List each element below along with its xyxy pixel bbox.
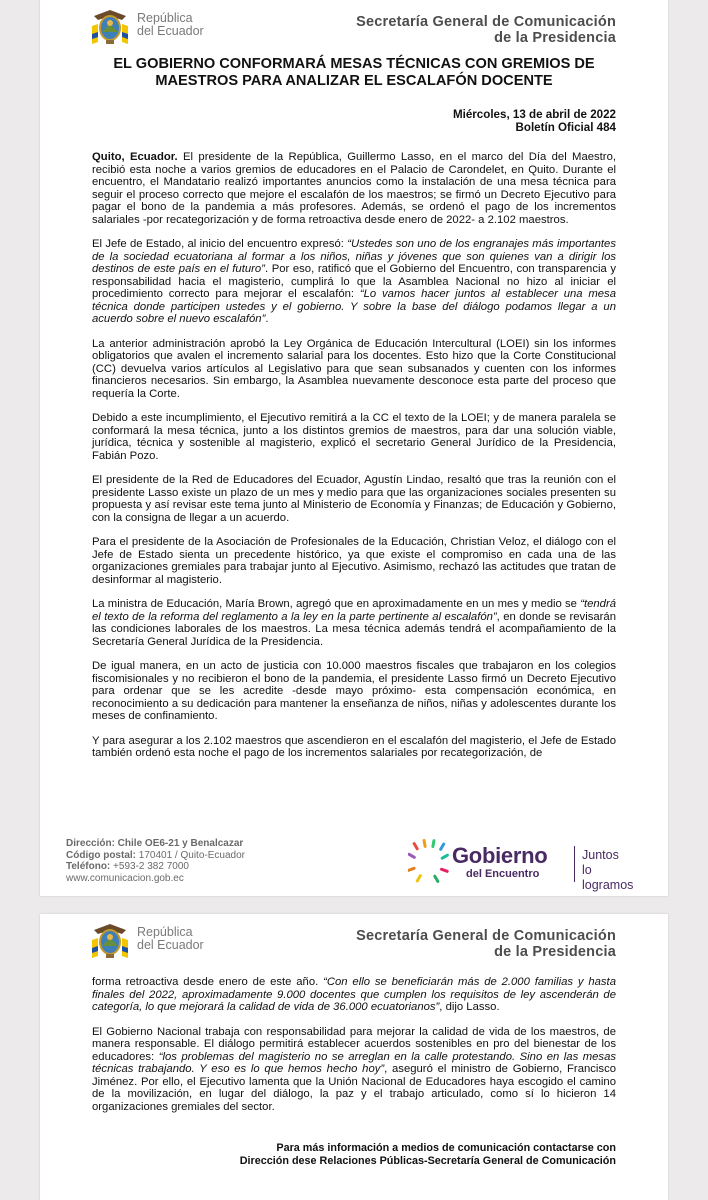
footer-postal	[66, 850, 245, 862]
footer-phone	[66, 861, 245, 873]
coat-of-arms-icon	[88, 918, 132, 962]
bulletin-number: Boletín Oficial 484	[515, 121, 616, 134]
bulletin-date: Miércoles, 13 de abril de 2022	[452, 108, 616, 121]
seal-label-line2: del Ecuador	[137, 24, 204, 38]
footer-address	[66, 838, 245, 850]
article-body-page1	[92, 151, 616, 772]
logo-slogan	[582, 848, 638, 893]
address-label: Dirección:	[66, 838, 115, 849]
footer-website: www.comunicacion.gob.ec	[66, 873, 184, 885]
phone-label: Teléfono:	[66, 861, 111, 873]
secretaria-title	[356, 928, 616, 960]
phone-value: +593-2 382 7000	[110, 861, 189, 873]
gobierno-logo	[408, 836, 638, 892]
title-line2: MAESTROS PARA ANALIZAR EL ESCALAFÓN DOCENTE	[155, 73, 553, 89]
paragraph-text: , aseguró el ministro de Gobierno, Francisco Jiménez. Por ello, el Ejecutivo lamenta que la Unión Nacional de Educadores haya escogido el camino de la movilización, en lugar del diálogo, la paz y el trabajo articulado, como sí lo hicieron 14 organizaciones gremiales del sector.	[92, 1063, 617, 1113]
paragraph-text: .	[265, 313, 269, 325]
gobierno-encuentro-icon	[408, 838, 450, 886]
address-value: Chile OE6-21 y Benalcazar	[114, 838, 244, 849]
paragraph-text: El Jefe de Estado, al inicio del encuentro expresó:	[92, 238, 348, 250]
paragraph: Debido a este incumplimiento, el Ejecutivo remitirá a la CC el texto de la LOEI; y de manera paralela se conformará la mesa técnica, junto a los distintos gremios de maestros, para dar una solución viable, jurídica, técnica y sostenible al magisterio, explicó el secretario General Jurídico de la Presidencia, Fabián Pozo.	[92, 412, 616, 462]
press-contact	[240, 1142, 616, 1168]
paragraph	[92, 976, 616, 1014]
paragraph-text: La ministra de Educación, María Brown, agregó que en aproximadamente en un mes y medio se	[92, 598, 581, 610]
paragraph-text: El presidente de la República, Guillermo Lasso, en el marco del Día del Maestro, recibió esta noche a varios gremios de educadores en el Palacio de Carondelet, en Quito. Durante el encuentro, el Mandatario realizó importantes anuncios como la instalación de una mesa técnica para seguir el proceso correcto que mejore el escalafón de los maestros; se firmó un Decreto Ejecutivo para pagar el bono de la pandemia a más profesores. Además, se ordenó el pago de los incrementos salariales -por recategorización y de forma retroactiva desde enero de 2022- a 2.102 maestros.	[92, 151, 616, 226]
coat-of-arms-icon	[88, 4, 132, 48]
postal-label: Código postal:	[66, 849, 136, 861]
slogan-line2: lo logramos	[582, 863, 634, 892]
paragraph	[92, 1026, 616, 1114]
slogan-line1: Juntos	[582, 848, 619, 862]
paragraph	[92, 151, 616, 226]
press-contact-line2: Dirección dese Relaciones Públicas-Secretaría General de Comunicación	[239, 1155, 616, 1167]
secretaria-line2: de la Presidencia	[494, 944, 616, 960]
seal-label-line2: del Ecuador	[137, 938, 204, 952]
footer-contact	[66, 838, 245, 885]
bulletin-title	[80, 56, 628, 90]
paragraph-text: El Gobierno Nacional trabaja con responsabilidad para mejorar la calidad de vida de los maestros, de manera responsable. El diálogo permitirá establecer acuerdos sostenibles en pro del bienestar de los educadores:	[92, 1025, 616, 1063]
paragraph: La anterior administración aprobó la Ley Orgánica de Educación Intercultural (LOEI) sin los informes obligatorios que avalen el incremento salarial para los docentes. Esto hizo que la Corte Constitucional (CC) devuelva varios artículos al Legislativo para que sean subsanados y cuenten con los informes financieros necesarios. Sin embargo, la Asamblea nuevamente desconoce esta parte del proceso que requería la Corte.	[92, 337, 616, 400]
paragraph-text: . Por eso, ratificó que el Gobierno del Encuentro, con transparencia y responsabilidad hacia el magisterio, cumplirá lo que la Asamblea Nacional no hizo al iniciar el procedimiento correcto para mejorar el escalafón:	[92, 263, 617, 300]
logo-wordmark: Gobierno	[452, 843, 548, 868]
secretaria-line1: Secretaría General de Comunicación	[356, 14, 616, 30]
title-line1: EL GOBIERNO CONFORMARÁ MESAS TÉCNICAS CON GREMIOS DE	[113, 56, 595, 72]
seal-label-line1: República	[137, 925, 193, 939]
article-body-page2	[92, 976, 616, 1125]
seal-label-line1: República	[137, 11, 193, 25]
date-block	[453, 108, 616, 134]
secretaria-line2: de la Presidencia	[494, 30, 616, 46]
paragraph: Y para asegurar a los 2.102 maestros que ascendieron en el escalafón del magisterio, el Jefe de Estado también ordenó esta noche el pago de los incrementos salariales por recategorización, de	[92, 734, 616, 759]
seal-label	[137, 926, 204, 952]
page-header	[40, 914, 668, 966]
logo-divider	[574, 846, 575, 882]
seal-label	[137, 12, 204, 38]
paragraph	[92, 598, 616, 648]
paragraph: Para el presidente de la Asociación de Profesionales de la Educación, Christian Veloz, el diálogo con el Jefe de Estado sienta un precedente histórico, ya que existe el compromiso en cada una de las organizaciones gremiales para trabajar junto al Ejecutivo. Asimismo, rechazó las actitudes que tratan de desinformar al magisterio.	[92, 536, 616, 586]
logo-subtitle: del Encuentro	[466, 868, 540, 880]
quote: “Con ello se beneficiarán más de 2.000 familias y hasta finales del 2022, aproximadamente 9.000 docentes que cumplen los requisitos de ley ascenderán de categoría, lo que mejorará la calidad de vida de 36.000 ecuatorianos”	[92, 976, 616, 1013]
paragraph	[92, 238, 616, 326]
page-header	[40, 0, 668, 52]
paragraph: De igual manera, en un acto de justicia con 10.000 maestros fiscales que trabajaron en los colegios fiscomisionales y no recibieron el bono de la pandemia, el presidente Lasso firmó un Decreto Ejecutivo para ordenar que se les acredite -desde mayo próximo- esta compensación económica, en reconocimiento a su dedicación para mantener la enseñanza de niños, niñas y adolescentes durante los meses de confinamiento.	[92, 660, 616, 722]
paragraph: El presidente de la Red de Educadores del Ecuador, Agustín Lindao, resaltó que tras la reunión con el presidente Lasso existe un plazo de un mes y medio para que las organizaciones sociales presenten su propuesta y así revisar este tema junto al Ministerio de Economía y Finanzas; de Educación y Gobierno, con la consigna de llegar a un acuerdo.	[92, 474, 616, 524]
paragraph-text: forma retroactiva desde enero de este año.	[92, 976, 324, 988]
press-contact-line1: Para más información a medios de comunicación contactarse con	[276, 1142, 616, 1154]
secretaria-title	[356, 14, 616, 46]
quote: “Lo vamos hacer juntos al establecer una mesa técnica donde participen ustedes y el gobierno. Y sobre la base del diálogo podamos llegar a un acuerdo sobre el nuevo escalafón”	[92, 288, 616, 325]
paragraph-text: , dijo Lasso.	[439, 1001, 500, 1013]
postal-value: 170401 / Quito-Ecuador	[136, 849, 245, 861]
quote: “Ustedes son uno de los engranajes más importantes de la sociedad ecuatoriana al formar a los niños, niñas y jóvenes que son quienes van a dirigir los destinos de este país en el futuro”	[92, 238, 616, 275]
document-page-1	[40, 0, 668, 896]
secretaria-line1: Secretaría General de Comunicación	[356, 928, 616, 944]
dateline: Quito, Ecuador.	[92, 151, 178, 163]
quote: “tendrá el texto de la reforma del reglamento a la ley en la parte pertinente al escalafón”	[92, 598, 616, 623]
document-page-2	[40, 914, 668, 1200]
quote: “los problemas del magisterio no se arreglan en la calle protestando. Sino en las mesas técnicas trabajando. Y eso es lo que hemos hecho hoy”	[92, 1050, 616, 1075]
paragraph-text: , en donde se revisarán las condiciones laborales de los maestros. La mesa técnica además tendrá el acompañamiento de la Secretaría General Jurídica de la Presidencia.	[92, 610, 616, 648]
